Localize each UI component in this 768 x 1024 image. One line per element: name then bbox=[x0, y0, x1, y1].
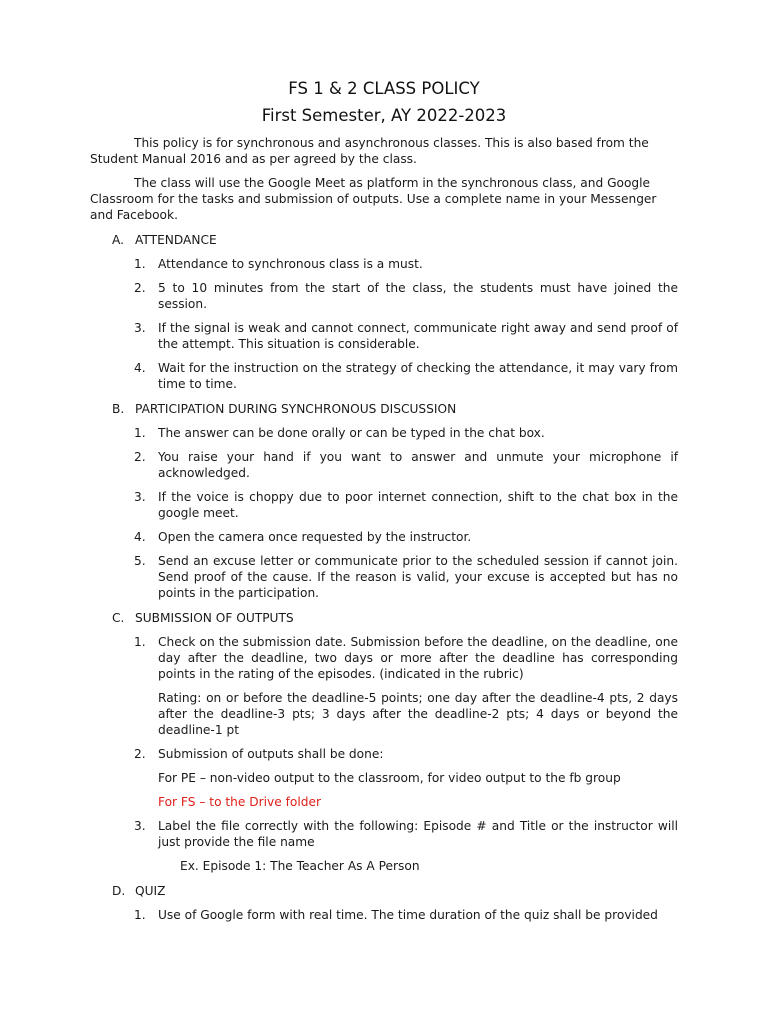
section-quiz-heading bbox=[90, 883, 678, 899]
attendance-list bbox=[134, 256, 678, 392]
item-text: Open the camera once requested by the instructor. bbox=[158, 530, 472, 544]
list-item bbox=[134, 360, 678, 392]
item-number: 2. bbox=[134, 747, 146, 761]
item-text: 5 to 10 minutes from the start of the class, the students must have joined the session. bbox=[158, 281, 678, 311]
list-item bbox=[134, 489, 678, 521]
item-number: 3. bbox=[134, 819, 146, 833]
item-number: 4. bbox=[134, 361, 146, 375]
list-item bbox=[134, 818, 678, 850]
section-marker: C. bbox=[112, 611, 125, 625]
item-number: 2. bbox=[134, 281, 146, 295]
pe-submission-note: For PE – non-video output to the classroom, for video output to the fb group bbox=[158, 771, 621, 785]
fs-submission-note: For FS – to the Drive folder bbox=[158, 795, 322, 809]
item-number: 2. bbox=[134, 450, 146, 464]
item-number: 3. bbox=[134, 321, 146, 335]
item-number: 1. bbox=[134, 908, 146, 922]
section-title: SUBMISSION OF OUTPUTS bbox=[135, 611, 294, 625]
section-title: QUIZ bbox=[135, 884, 166, 898]
list-item bbox=[134, 256, 678, 272]
item-number: 3. bbox=[134, 490, 146, 504]
section-attendance-heading bbox=[90, 232, 678, 248]
participation-list bbox=[134, 425, 678, 601]
item-number: 5. bbox=[134, 554, 146, 568]
item-number: 1. bbox=[134, 426, 146, 440]
item-text: Submission of outputs shall be done: bbox=[158, 747, 384, 761]
list-item bbox=[134, 907, 678, 923]
item-text: The answer can be done orally or can be typed in the chat box. bbox=[158, 426, 545, 440]
intro-paragraph-2: The class will use the Google Meet as platform in the synchronous class, and Google Classroom for the tasks and submission of outputs. Use a complete name in your Messenger and Facebook. bbox=[90, 176, 657, 222]
document-body bbox=[90, 135, 678, 923]
list-item bbox=[134, 425, 678, 441]
section-submission-heading bbox=[90, 610, 678, 626]
file-name-example: Ex. Episode 1: The Teacher As A Person bbox=[180, 859, 420, 873]
item-number: 1. bbox=[134, 635, 146, 649]
document-subtitle: First Semester, AY 2022-2023 bbox=[261, 106, 507, 125]
list-item bbox=[134, 634, 678, 682]
document-title: FS 1 & 2 CLASS POLICY bbox=[288, 79, 480, 98]
item-text: If the signal is weak and cannot connect, communicate right away and send proof of the attempt. This situation is considerable. bbox=[158, 321, 678, 351]
section-marker: D. bbox=[112, 884, 126, 898]
submission-list bbox=[134, 634, 678, 874]
section-marker: B. bbox=[112, 402, 125, 416]
list-item bbox=[134, 280, 678, 312]
item-text: Attendance to synchronous class is a must. bbox=[158, 257, 423, 271]
list-item bbox=[134, 746, 678, 762]
item-text: Wait for the instruction on the strategy of checking the attendance, it may vary from time to time. bbox=[158, 361, 678, 391]
list-item bbox=[134, 449, 678, 481]
section-participation-heading bbox=[90, 401, 678, 417]
list-item bbox=[134, 320, 678, 352]
section-title: PARTICIPATION DURING SYNCHRONOUS DISCUSSION bbox=[135, 402, 457, 416]
intro-paragraph-1: This policy is for synchronous and asynchronous classes. This is also based from the Student Manual 2016 and as per agreed by the class. bbox=[90, 136, 649, 166]
list-item bbox=[134, 529, 678, 545]
item-text: You raise your hand if you want to answer and unmute your microphone if acknowledged. bbox=[158, 450, 678, 480]
rating-paragraph: Rating: on or before the deadline-5 points; one day after the deadline-4 pts, 2 days after the deadline-3 pts; 3 days after the deadline-2 pts; 4 days or beyond the deadline-1 pt bbox=[158, 691, 678, 737]
item-text: Check on the submission date. Submission before the deadline, on the deadline, one day after the deadline, two days or more after the deadline has corresponding points in the rating of the episodes. (indicated in the rubric) bbox=[158, 635, 678, 681]
section-title: ATTENDANCE bbox=[135, 233, 217, 247]
section-marker: A. bbox=[112, 233, 124, 247]
item-text: Send an excuse letter or communicate prior to the scheduled session if cannot join. Send proof of the cause. If the reason is valid, your excuse is accepted but has no points in the participation. bbox=[158, 554, 678, 600]
item-text: Label the file correctly with the following: Episode # and Title or the instructor will just provide the file name bbox=[158, 819, 678, 849]
list-item bbox=[134, 553, 678, 601]
item-number: 1. bbox=[134, 257, 146, 271]
item-text: Use of Google form with real time. The time duration of the quiz shall be provided bbox=[158, 908, 658, 922]
item-number: 4. bbox=[134, 530, 146, 544]
quiz-list bbox=[134, 907, 678, 923]
item-text: If the voice is choppy due to poor internet connection, shift to the chat box in the google meet. bbox=[158, 490, 678, 520]
